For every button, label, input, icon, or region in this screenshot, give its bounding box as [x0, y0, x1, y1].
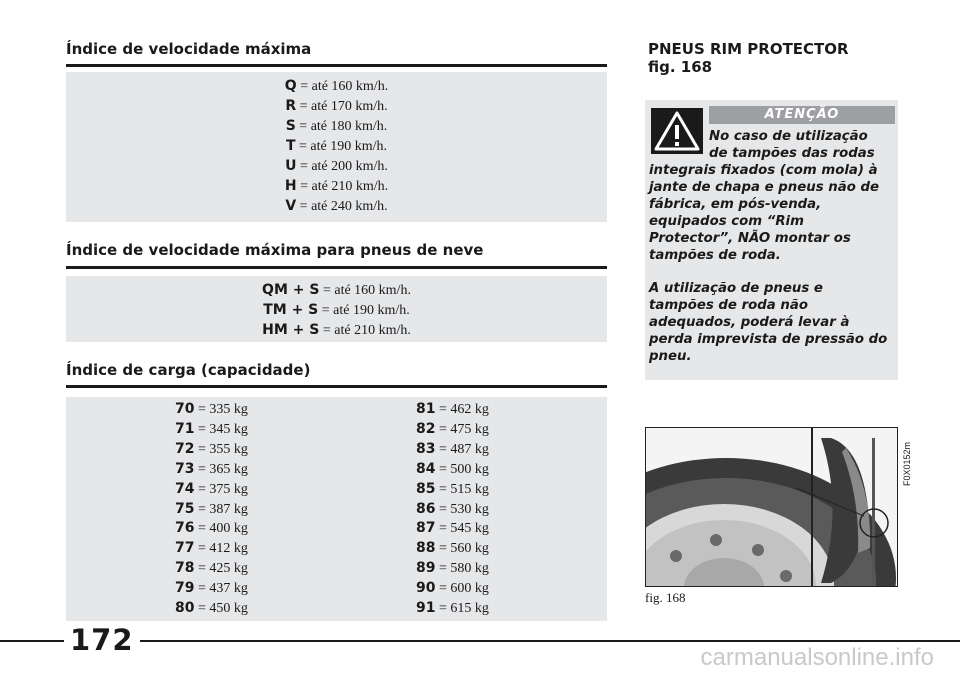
load-index-row — [416, 461, 489, 478]
load-index-row-value: = 355 kg — [197, 441, 248, 457]
load-index-row-value: = 530 kg — [438, 501, 489, 517]
speed-index-row-code: S — [285, 118, 296, 134]
load-index-row — [416, 501, 489, 518]
warning-text-line: tampões de roda não — [649, 298, 808, 313]
footer-rule — [0, 640, 960, 642]
load-index-row-value: = 515 kg — [438, 481, 489, 497]
load-index-row — [175, 501, 248, 518]
speed-index-row-value: = até 190 km/h. — [299, 139, 388, 154]
speed-index-row-code: T — [285, 138, 296, 154]
load-index-row-code: 79 — [175, 580, 195, 597]
speed-index-row — [66, 178, 607, 195]
warning-text-line: fábrica, em pós-venda, — [649, 197, 822, 212]
speed-index-row-value: = até 160 km/h. — [300, 79, 389, 94]
load-index-row-code: 80 — [175, 600, 195, 616]
speed-index-rule — [66, 64, 607, 67]
speed-index-heading: Índice de velocidade máxima — [66, 40, 312, 58]
snow-speed-index-row-value: = até 160 km/h. — [322, 283, 411, 298]
load-index-row-value: = 425 kg — [197, 561, 248, 577]
page-number: 172 — [64, 622, 140, 658]
snow-speed-index-row — [66, 322, 607, 339]
figure-caption: fig. 168 — [645, 590, 686, 605]
load-index-row-value: = 580 kg — [438, 561, 489, 577]
load-index-row-value: = 412 kg — [197, 541, 248, 557]
load-index-row-value: = 450 kg — [197, 601, 248, 616]
load-index-row-code: 89 — [416, 560, 436, 577]
speed-index-row-value: = até 180 km/h. — [299, 119, 388, 134]
speed-index-row-code: H — [284, 178, 297, 194]
load-index-row — [416, 560, 489, 577]
snow-speed-index-heading: Índice de velocidade máxima para pneus de neve — [66, 241, 484, 259]
snow-speed-index-rule — [66, 266, 607, 269]
load-index-row — [416, 600, 489, 617]
warning-text-line: Protector”, NÃO montar os — [649, 231, 851, 246]
load-index-row — [175, 540, 248, 557]
load-index-row-code: 71 — [175, 420, 195, 437]
speed-index-row — [66, 98, 607, 115]
load-index-row — [416, 421, 489, 438]
load-index-row-code: 87 — [416, 520, 436, 537]
load-index-row-code: 70 — [175, 401, 195, 417]
load-index-row-value: = 437 kg — [197, 581, 248, 597]
load-index-row-code: 74 — [175, 480, 195, 497]
warning-text-line: perda imprevista de pressão do — [649, 332, 888, 347]
warning-text-line: No caso de utilização — [709, 129, 868, 144]
load-index-row — [175, 401, 248, 418]
warning-text-line: pneu. — [649, 349, 692, 364]
rim-protector-fig-ref: fig. 168 — [648, 58, 713, 76]
rim-protector-title — [648, 40, 849, 76]
load-index-row-value: = 500 kg — [438, 461, 489, 477]
watermark: carmanualsonline.info — [700, 644, 934, 671]
load-index-row — [416, 441, 489, 458]
load-index-row — [175, 461, 248, 478]
load-index-row-value: = 600 kg — [438, 581, 489, 597]
speed-index-row — [66, 138, 607, 155]
load-index-row-code: 72 — [175, 440, 195, 457]
snow-speed-index-row-code: QM + S — [262, 282, 320, 298]
load-index-row-value: = 387 kg — [197, 501, 248, 517]
warning-text-line: jante de chapa e pneus não de — [649, 180, 880, 195]
warning-text-line: integrais fixados (com mola) à — [649, 163, 878, 178]
snow-speed-index-panel — [66, 276, 607, 342]
load-index-row-value: = 335 kg — [197, 402, 248, 417]
snow-speed-index-row-value: = até 190 km/h. — [321, 303, 410, 318]
load-index-row-value: = 365 kg — [197, 461, 248, 477]
snow-speed-index-row-code: HM + S — [262, 322, 320, 338]
load-index-row-value: = 487 kg — [438, 441, 489, 457]
load-index-row-value: = 375 kg — [197, 481, 248, 497]
load-index-row-code: 77 — [175, 540, 195, 557]
load-index-row-value: = 462 kg — [438, 402, 489, 417]
load-index-row — [175, 520, 248, 537]
speed-index-row-value: = até 200 km/h. — [299, 159, 388, 174]
load-index-row-code: 75 — [175, 500, 195, 517]
speed-index-row-value: = até 210 km/h. — [300, 179, 389, 194]
warning-text-line: tampões de roda. — [649, 248, 781, 263]
speed-index-row-value: = até 170 km/h. — [299, 99, 388, 114]
load-index-row — [416, 481, 489, 498]
load-index-row-code: 88 — [416, 540, 436, 557]
load-index-row-code: 82 — [416, 420, 436, 437]
figure-code-text: F0X0152m — [902, 441, 912, 486]
warning-box — [645, 100, 898, 380]
load-index-row — [175, 481, 248, 498]
load-index-row-value: = 615 kg — [438, 601, 489, 616]
speed-index-row — [66, 118, 607, 135]
warning-triangle-icon — [651, 108, 703, 154]
load-index-row-value: = 475 kg — [438, 421, 489, 437]
load-index-row — [416, 540, 489, 557]
load-index-row-code: 83 — [416, 440, 436, 457]
load-index-row-code: 90 — [416, 580, 436, 597]
load-index-row-value: = 400 kg — [197, 521, 248, 537]
snow-speed-index-row — [66, 302, 607, 319]
load-index-row — [175, 580, 248, 597]
snow-speed-index-row-code: TM + S — [263, 302, 319, 318]
load-index-row-value: = 560 kg — [438, 541, 489, 557]
load-index-row-value: = 345 kg — [197, 421, 248, 437]
tyre-rim-protector-photo — [645, 427, 898, 587]
load-index-row — [175, 600, 248, 617]
speed-index-row — [66, 78, 607, 95]
speed-index-row-code: V — [285, 198, 297, 214]
load-index-row — [175, 560, 248, 577]
figure-code — [899, 428, 913, 488]
load-index-row-code: 76 — [175, 520, 195, 537]
speed-index-row-code: R — [285, 98, 297, 114]
load-index-row — [416, 401, 489, 418]
speed-index-row-code: U — [285, 158, 297, 174]
warning-text-line: equipados com “Rim — [649, 214, 804, 229]
snow-speed-index-row — [66, 282, 607, 299]
snow-speed-index-row-value: = até 210 km/h. — [322, 323, 411, 338]
load-index-panel — [66, 397, 607, 621]
speed-index-row — [66, 158, 607, 175]
warning-text-line: adequados, poderá levar à — [649, 315, 850, 330]
load-index-row-value: = 545 kg — [438, 521, 489, 537]
speed-index-row — [66, 198, 607, 215]
load-index-row — [416, 580, 489, 597]
load-index-row-code: 91 — [416, 600, 436, 616]
load-index-row-code: 73 — [175, 460, 195, 477]
load-index-row-code: 81 — [416, 401, 436, 417]
warning-text-line: de tampões das rodas — [709, 146, 875, 161]
warning-text-line: A utilização de pneus e — [649, 281, 823, 296]
warning-badge: ATENÇÃO — [709, 106, 895, 124]
load-index-row — [175, 421, 248, 438]
load-index-row-code: 84 — [416, 460, 436, 477]
load-index-heading: Índice de carga (capacidade) — [66, 361, 311, 379]
load-index-rule — [66, 385, 607, 388]
speed-index-row-value: = até 240 km/h. — [299, 199, 388, 214]
speed-index-panel — [66, 72, 607, 222]
load-index-row-code: 85 — [416, 480, 436, 497]
load-index-row — [416, 520, 489, 537]
rim-protector-title-line: PNEUS RIM PROTECTOR — [648, 40, 849, 58]
load-index-row — [175, 441, 248, 458]
speed-index-row-code: Q — [284, 78, 297, 94]
load-index-row-code: 86 — [416, 500, 436, 517]
load-index-row-code: 78 — [175, 560, 195, 577]
